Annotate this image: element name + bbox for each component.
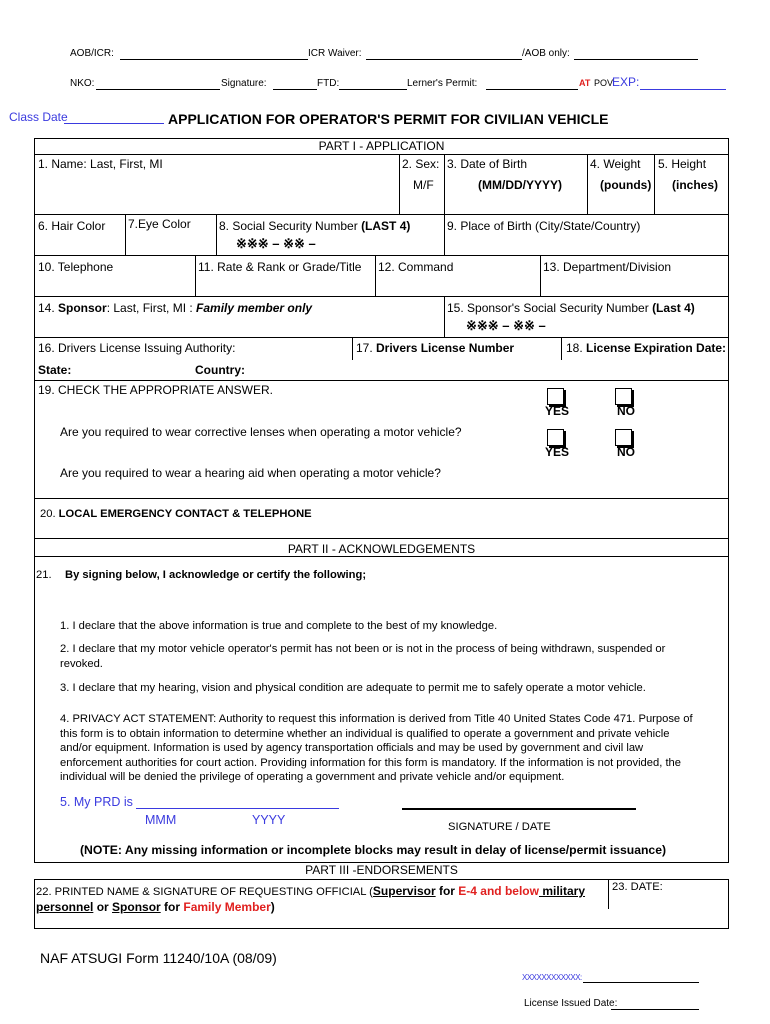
ssn-field-label: 8. Social Security Number (LAST 4) — [219, 219, 411, 233]
hearing-aid-question: Are you required to wear a hearing aid when operating a motor vehicle? — [60, 466, 441, 480]
check-answer-label: 19. CHECK THE APPROPRIATE ANSWER. — [38, 383, 273, 397]
lerners-permit-line[interactable] — [486, 89, 578, 90]
ftd-label: FTD: — [317, 78, 340, 89]
nko-label: NKO: — [70, 78, 95, 89]
requesting-official-label-line2: personnel or Sponsor for Family Member) — [36, 900, 275, 914]
eye-color-label: 7.Eye Color — [128, 217, 191, 231]
sponsor-ssn-label: 15. Sponsor's Social Security Number (Last 4) — [447, 301, 695, 315]
privacy-act-statement: 4. PRIVACY ACT STATEMENT: Authority to request this information is derived from Title 40 United States Code 471. Purpose of this form is to obtain information to determine whether an individual is qualified to operate a government and private vehicle and/or equipment. Information is used by agency transportation officials and may be used by government and civil law enforcement authorities for court action. Providing information for this form is mandatory. If the information is not provided, the individual will be denied the privilege of operating a government and private vehicle and/or equipment. — [60, 713, 693, 783]
prd-year-label: YYYY — [252, 813, 286, 827]
dl-number-label: 17. Drivers License Number — [356, 341, 515, 355]
requesting-official-label: 22. PRINTED NAME & SIGNATURE OF REQUESTING OFFICIAL (Supervisor for E-4 and below military — [36, 884, 586, 898]
aob-icr-label: AOB/ICR: — [70, 48, 114, 59]
exp-label: EXP: — [612, 75, 640, 89]
weight-field-label: 4. Weight — [590, 157, 641, 171]
corrective-lenses-yes-checkbox[interactable] — [547, 388, 564, 405]
statement-3: 3. I declare that my hearing, vision and physical condition are adequate to permit me to safely operate a motor vehicle. — [60, 682, 646, 694]
sex-field-label: 2. Sex: — [402, 157, 440, 171]
item21-number: 21. — [36, 569, 52, 581]
part1-heading: PART I - APPLICATION — [318, 139, 445, 153]
item21-heading: By signing below, I acknowledge or certify the following; — [65, 569, 367, 581]
department-label: 13. Department/Division — [543, 260, 672, 274]
rate-rank-label: 11. Rate & Rank or Grade/Title — [198, 260, 362, 274]
icr-waiver-label: ICR Waiver: — [308, 48, 362, 59]
part3-heading: PART III -ENDORSEMENTS — [305, 863, 458, 877]
height-field-label: 5. Height — [658, 157, 707, 171]
license-issued-line[interactable] — [611, 1009, 699, 1010]
weight-unit-label: (pounds) — [600, 178, 652, 192]
ftd-line[interactable] — [339, 89, 407, 90]
nko-line[interactable] — [96, 89, 220, 90]
no-label-1: NO — [617, 404, 635, 418]
pov-label: POV — [594, 78, 614, 88]
part2-heading: PART II - ACKNOWLEDGEMENTS — [287, 542, 476, 556]
class-date-line[interactable] — [64, 123, 164, 124]
icr-waiver-line[interactable] — [366, 59, 522, 60]
aob-only-line[interactable] — [574, 59, 698, 60]
hearing-aid-no-checkbox[interactable] — [615, 429, 632, 446]
name-field-label: 1. Name: Last, First, MI — [38, 157, 163, 171]
emergency-contact-label: 20. LOCAL EMERGENCY CONTACT & TELEPHONE — [40, 508, 312, 520]
date-field-label: 23. DATE: — [612, 881, 663, 893]
statement-2: 2. I declare that my motor vehicle operator's permit has not been or is not in the process of being withdrawn, suspended or revoked. — [60, 643, 666, 670]
height-unit-label: (inches) — [672, 178, 719, 192]
corrective-lenses-question: Are you required to wear corrective lenses when operating a motor vehicle? — [60, 425, 462, 439]
birthplace-label: 9. Place of Birth (City/State/Country) — [447, 219, 641, 233]
sex-mf-label: M/F — [413, 178, 434, 192]
prd-label: 5. My PRD is — [60, 795, 133, 809]
aob-icr-line[interactable] — [120, 59, 308, 60]
ssn-mask: ※※※ – ※※ – — [236, 236, 316, 251]
signature-date-label: SIGNATURE / DATE — [448, 821, 551, 833]
form-title: APPLICATION FOR OPERATOR'S PERMIT FOR CIVILIAN VEHICLE — [168, 111, 609, 127]
yes-label-2: YES — [545, 445, 570, 459]
state-label: State: — [38, 363, 72, 377]
dl-expiration-label: 18. License Expiration Date: — [566, 341, 727, 355]
signature-line[interactable] — [402, 808, 636, 810]
command-label: 12. Command — [378, 260, 454, 274]
class-date-label: Class Date — [9, 110, 68, 124]
country-label: Country: — [195, 363, 245, 377]
prd-line[interactable] — [136, 808, 339, 809]
yes-label-1: YES — [545, 404, 570, 418]
hair-color-label: 6. Hair Color — [38, 219, 106, 233]
hearing-aid-yes-checkbox[interactable] — [547, 429, 564, 446]
form-number: NAF ATSUGI Form 11240/10A (08/09) — [40, 950, 277, 966]
exp-line[interactable] — [640, 89, 726, 90]
expired-date-label: XXXXXXXXXXXX: — [522, 973, 582, 982]
prd-month-label: MMM — [145, 813, 177, 827]
dob-format-label: (MM/DD/YYYY) — [478, 178, 562, 192]
sponsor-field-label: 14. Sponsor: Last, First, MI : Family member only — [38, 301, 313, 315]
missing-info-note: (NOTE: Any missing information or incomplete blocks may result in delay of license/permit issuance) — [80, 843, 667, 857]
lerners-permit-label: Lerner's Permit: — [407, 78, 478, 89]
dl-authority-label: 16. Drivers License Issuing Authority: — [38, 341, 236, 355]
signature-label: Signature: — [221, 78, 267, 89]
telephone-label: 10. Telephone — [38, 260, 114, 274]
corrective-lenses-no-checkbox[interactable] — [615, 388, 632, 405]
expired-date-line[interactable] — [583, 982, 699, 983]
dob-field-label: 3. Date of Birth — [447, 157, 528, 171]
no-label-2: NO — [617, 445, 635, 459]
statement-1: 1. I declare that the above information is true and complete to the best of my knowledge. — [60, 620, 498, 632]
at-pov-prefix: AT — [579, 78, 591, 88]
aob-only-label: /AOB only: — [522, 48, 570, 59]
sponsor-ssn-mask: ※※※ – ※※ – — [466, 318, 546, 333]
top-signature-line[interactable] — [273, 89, 317, 90]
license-issued-label: License Issued Date: — [524, 998, 618, 1009]
